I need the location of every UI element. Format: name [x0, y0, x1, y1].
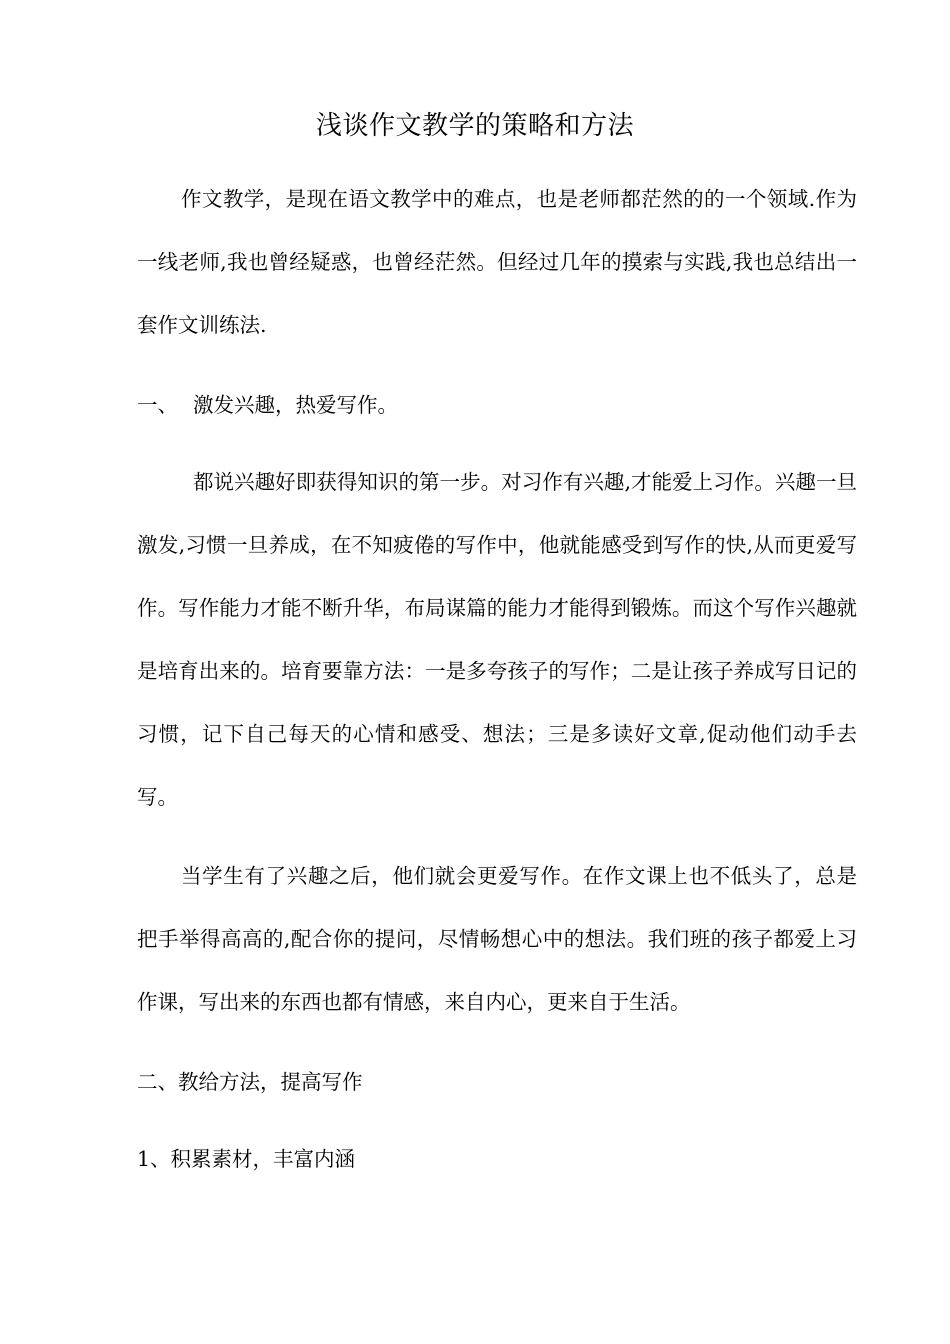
- section-2-subheading-1: 1、积累素材，丰富内涵: [137, 1147, 356, 1171]
- document-title: 浅谈作文教学的策略和方法: [315, 111, 634, 141]
- section-1-paragraph-2: 当学生有了兴趣之后，他们就会更爱写作。在作文课上也不低头了，总是把手举得高高的,配合你的提问，尽情畅想心中的想法。我们班的孩子都爱上习作课，写出来的东西也都有情感，来自内心，更来自于生活。: [137, 864, 857, 1014]
- section-1-heading: [137, 385, 398, 425]
- section-2-heading: 二、教给方法，提高写作: [137, 1070, 363, 1094]
- section-1-number: 一、: [137, 393, 178, 417]
- section-1-paragraph-1: 都说兴趣好即获得知识的第一步。对习作有兴趣,才能爱上习作。兴趣一旦激发,习惯一旦养成，在不知疲倦的写作中，他就能感受到写作的快,从而更爱写作。写作能力才能不断升华，布局谋篇的能力才能得到锻炼。而这个写作兴趣就是培育出来的。培育要靠方法：一是多夸孩子的写作；二是让孩子养成写日记的习惯，记下自己每天的心情和感受、想法；三是多读好文章,促动他们动手去写。: [137, 470, 857, 809]
- intro-paragraph: 作文教学，是现在语文教学中的难点，也是老师都茫然的的一个领域.作为一线老师,我也曾经疑惑，也曾经茫然。但经过几年的摸索与实践,我也总结出一套作文训练法.: [137, 187, 857, 337]
- section-1-title: 激发兴趣，热爱写作。: [193, 393, 398, 417]
